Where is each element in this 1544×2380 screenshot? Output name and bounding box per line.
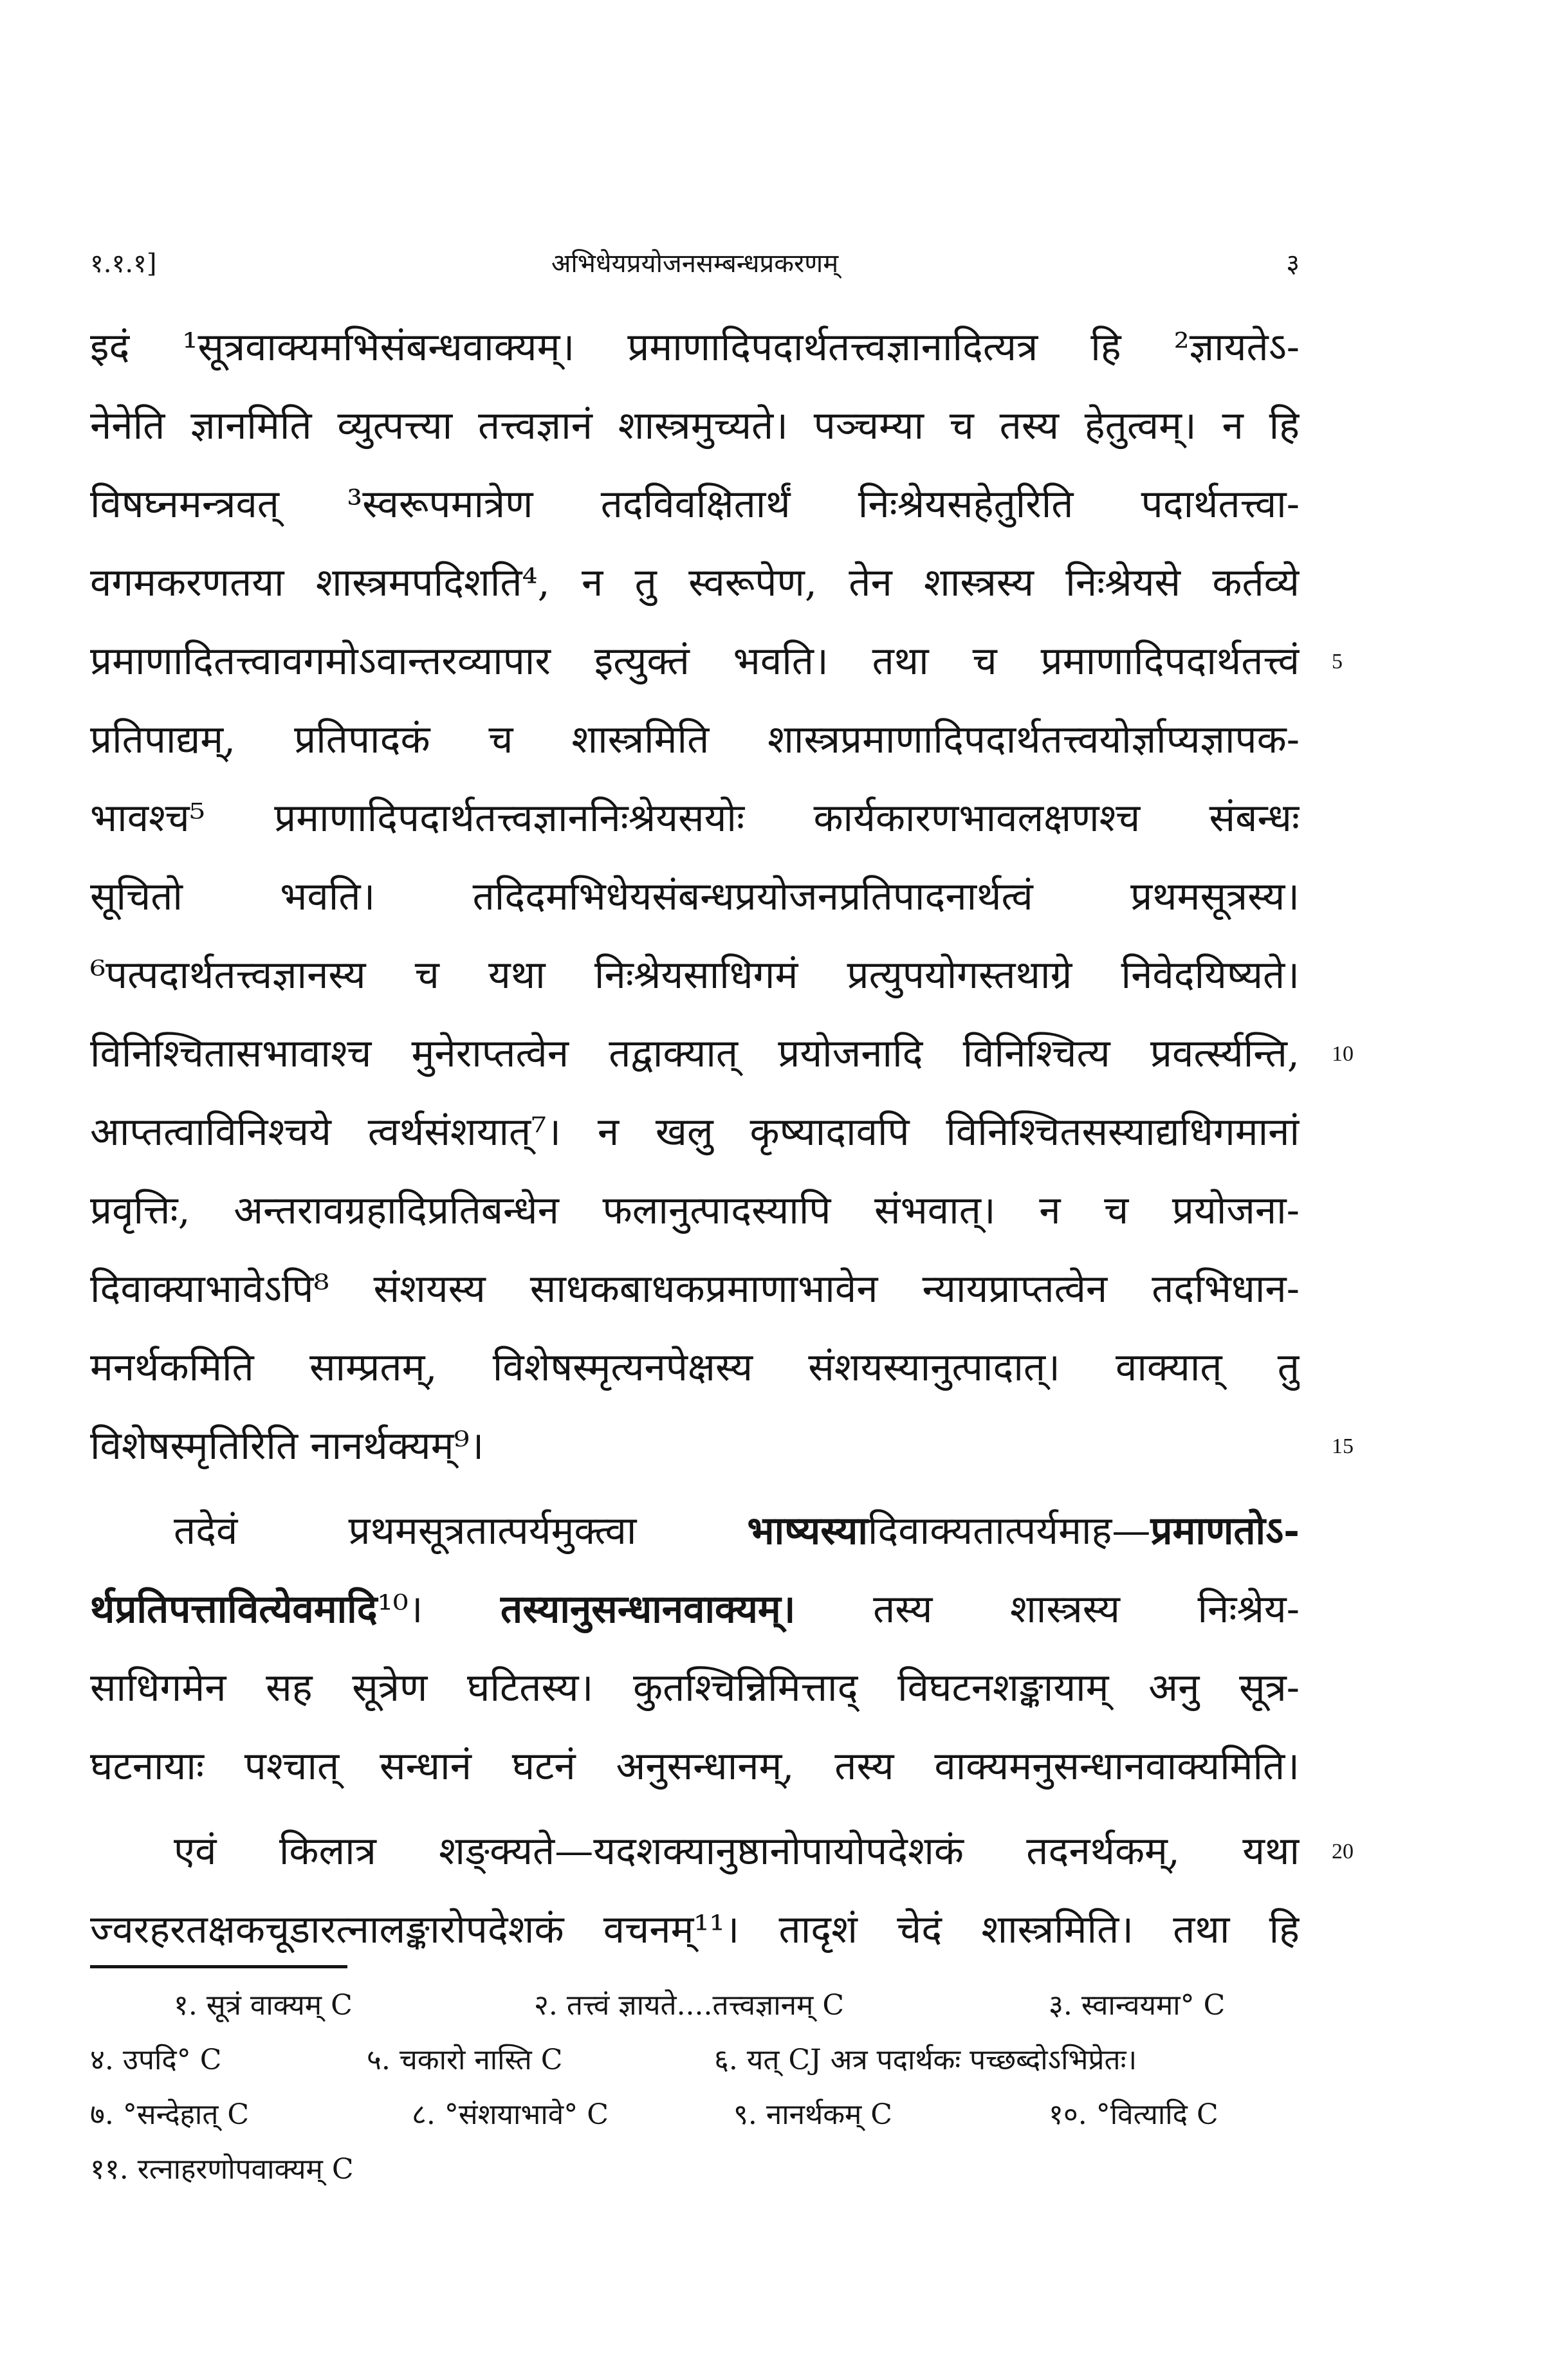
text-line: विशेषस्मृतिरिति नानर्थक्यम्⁹। (90, 1423, 484, 1469)
text-line: दिवाक्याभावेऽपि⁸ संशयस्य साधकबाधकप्रमाणाभावेन न्यायप्राप्तत्वेन तदभिधान- (90, 1267, 1300, 1312)
text-line: सूचितो भवति। तदिदमभिधेयसंबन्धप्रयोजनप्रतिपादनार्थत्वं प्रथमसूत्रस्य। (90, 874, 1300, 919)
text-line (90, 1571, 1300, 1648)
bold-lemma: भाष्यस्या (747, 1508, 868, 1553)
running-head (90, 244, 1300, 283)
text-run: तस्य शास्त्रस्य निःश्रेय- (795, 1587, 1300, 1632)
line-number: 10 (1332, 1042, 1354, 1066)
footnote: १०. °वित्यादि C (1049, 2098, 1218, 2131)
text-line: ज्वरहरतक्षकचूडारत्नालङ्कारोपदेशकं वचनम्¹¹। तादृशं चेदं शास्त्रमिति। तथा हि (90, 1907, 1300, 1952)
text-line: ⁶पत्पदार्थतत्त्वज्ञानस्य च यथा निःश्रेयसाधिगमं प्रत्युपयोगस्तथाग्रे निवेदयिष्यते। (90, 953, 1300, 998)
text-run: ¹⁰। (377, 1587, 501, 1632)
footnote-rule (90, 1965, 347, 1968)
text-line: साधिगमेन सह सूत्रेण घटितस्य। कुतश्चिन्निमित्ताद् विघटनशङ्कायाम् अनु सूत्र- (90, 1665, 1300, 1710)
bold-lemma: प्रमाणतोऽ- (1150, 1508, 1300, 1553)
line-number: 20 (1332, 1840, 1354, 1863)
line-number: 15 (1332, 1434, 1354, 1458)
text-line: घटनायाः पश्चात् सन्धानं घटनं अनुसन्धानम्, तस्य वाक्यमनुसन्धानवाक्यमिति। (90, 1744, 1300, 1789)
text-line: एवं किलात्र शङ्क्यते—यदशक्यानुष्ठानोपायोपदेशकं तदनर्थकम्, यथा (174, 1829, 1300, 1874)
text-line: प्रमाणादितत्त्वावगमोऽवान्तरव्यापार इत्युक्तं भवति। तथा च प्रमाणादिपदार्थतत्त्वं (90, 639, 1300, 684)
footnote: १. सूत्रं वाक्यम् C (174, 1989, 353, 2022)
text-line: विषघ्नमन्त्रवत् ³स्वरूपमात्रेण तदविवक्षितार्थं निःश्रेयसहेतुरिति पदार्थतत्त्वा- (90, 482, 1300, 527)
text-run: तदेवं प्रथमसूत्रतात्पर्यमुक्त्वा (174, 1508, 748, 1553)
text-line: प्रवृत्तिः, अन्तरावग्रहादिप्रतिबन्धेन फलानुत्पादस्यापि संभवात्। न च प्रयोजना- (90, 1188, 1300, 1233)
footnote: ६. यत् CJ अत्र पदार्थकः पच्छब्दोऽभिप्रेतः। (714, 2044, 1137, 2076)
text-line: नेनेति ज्ञानमिति व्युत्पत्त्या तत्त्वज्ञानं शास्त्रमुच्यते। पञ्चम्या च तस्य हेतुत्वम्। न हि (90, 403, 1300, 448)
footnote: ५. चकारो नास्ति C (367, 2044, 563, 2076)
bold-lemma: तस्यानुसन्धानवाक्यम्। (501, 1587, 796, 1632)
text-line: प्रतिपाद्यम्, प्रतिपादकं च शास्त्रमिति शास्त्रप्रमाणादिपदार्थतत्त्वयोर्ज्ञाप्यज्ञापक- (90, 717, 1300, 762)
footnote: २. तत्त्वं ज्ञायते....तत्त्वज्ञानम् C (534, 1989, 845, 2022)
text-line: इदं ¹सूत्रवाक्यमभिसंबन्धवाक्यम्। प्रमाणादिपदार्थतत्त्वज्ञानादित्यत्र हि ²ज्ञायतेऽ- (90, 325, 1300, 370)
text-line: भावश्च⁵ प्रमाणादिपदार्थतत्त्वज्ञाननिःश्रेयसयोः कार्यकारणभावलक्षणश्च संबन्धः (90, 796, 1300, 841)
text-line (90, 1492, 1300, 1570)
text-line: वगमकरणतया शास्त्रमपदिशति⁴, न तु स्वरूपेण, तेन शास्त्रस्य निःश्रेयसे कर्तव्ये (90, 560, 1300, 605)
chapter-title: अभिधेयप्रयोजनसम्बन्धप्रकरणम् (551, 249, 839, 279)
text-line: आप्तत्वाविनिश्चये त्वर्थसंशयात्⁷। न खलु कृष्यादावपि विनिश्चितसस्याद्यधिगमानां (90, 1110, 1300, 1155)
footnote: ११. रत्नाहरणोपवाक्यम् C (90, 2153, 354, 2186)
text-line: विनिश्चितासभावाश्च मुनेराप्तत्वेन तद्वाक्यात् प्रयोजनादि विनिश्चित्य प्रवर्त्स्यन्ति, (90, 1031, 1300, 1076)
footnote: ८. °संशयाभावे° C (412, 2098, 609, 2131)
footnote: ३. स्वान्वयमा° C (1049, 1989, 1226, 2022)
footnote: ९. नानर्थकम् C (733, 2098, 892, 2131)
page-number: ३ (1286, 249, 1300, 279)
footnote: ७. °सन्देहात् C (90, 2098, 250, 2131)
bold-lemma: र्थप्रतिपत्तावित्येवमादि (90, 1587, 378, 1632)
text-run: दिवाक्यतात्पर्यमाह— (867, 1508, 1151, 1553)
text-line: मनर्थकमिति साम्प्रतम्, विशेषस्मृत्यनपेक्षस्य संशयस्यानुत्पादात्। वाक्यात् तु (90, 1345, 1300, 1390)
line-number: 5 (1332, 650, 1343, 673)
section-number: १.१.१] (90, 249, 157, 279)
footnote: ४. उपदि° C (90, 2044, 222, 2076)
